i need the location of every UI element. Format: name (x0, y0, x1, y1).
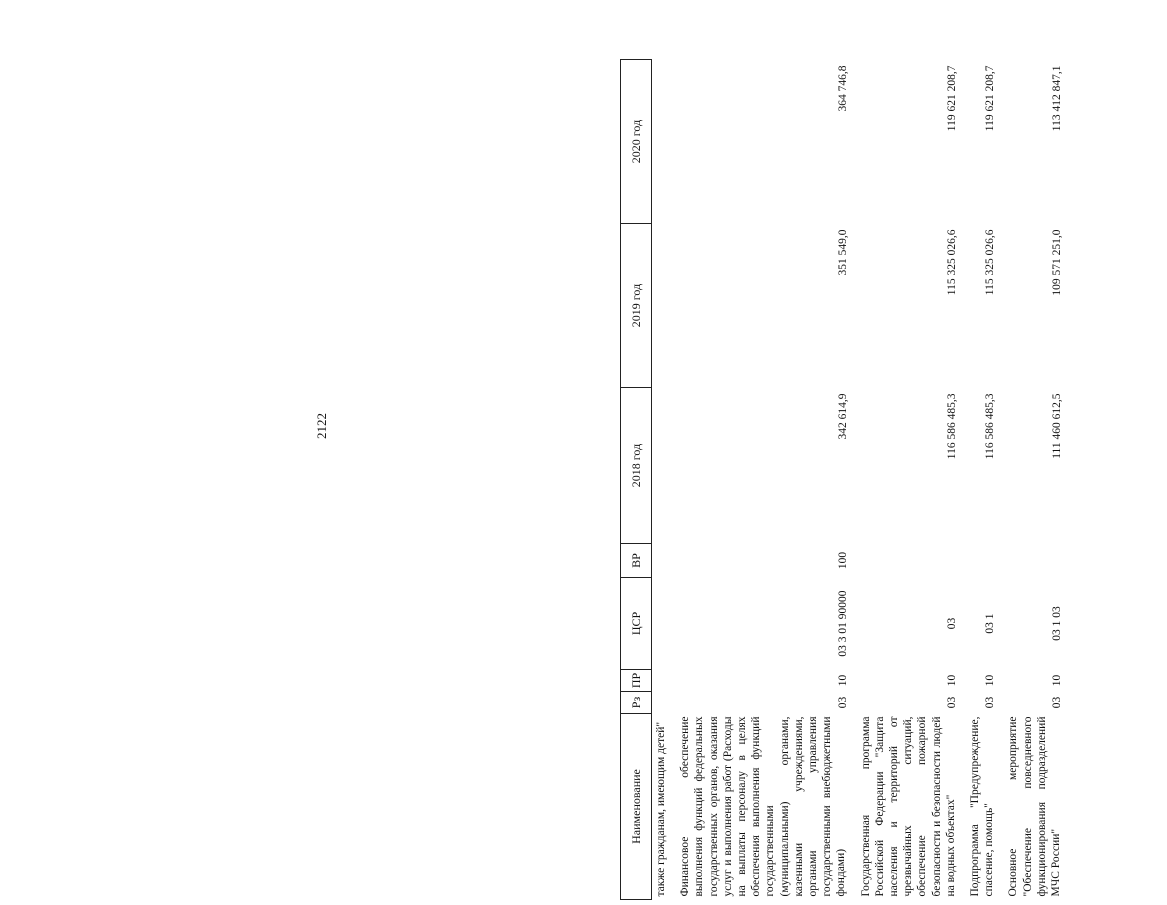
row-vr: 100 (836, 551, 849, 570)
row-pr: 10 (946, 674, 959, 687)
budget-table-rotated (620, 60, 1167, 900)
header-pr: ПР (621, 670, 652, 692)
row-2018: 116 586 485,3 (946, 393, 959, 460)
header-vr: ВР (621, 544, 652, 578)
row-vr (996, 544, 1063, 578)
row-rz: 03 (1051, 696, 1064, 709)
budget-table (620, 59, 1063, 900)
row-name: Основное мероприятие "Обеспечение повседневного функционирования подразделений МЧС России" (1007, 716, 1063, 897)
header-csr: ЦСР (621, 578, 652, 670)
row-name: также гражданам, имеющим детей" (655, 721, 667, 897)
page-number: 2122 (314, 413, 329, 439)
row-2020: 364 746,8 (836, 65, 849, 112)
row-csr (652, 578, 669, 670)
row-2018: 111 460 612,5 (1051, 393, 1064, 459)
row-pr: 10 (836, 674, 849, 687)
row-rz: 03 (836, 696, 849, 709)
table-row (996, 60, 1063, 900)
row-2020 (652, 60, 669, 224)
row-csr: 03 (946, 617, 959, 630)
header-2020: 2020 год (621, 60, 652, 224)
table-header-row (621, 60, 652, 900)
row-vr (958, 544, 996, 578)
row-vr (849, 544, 958, 578)
header-2018: 2018 год (621, 388, 652, 544)
row-csr: 03 3 01 90000 (836, 590, 849, 657)
table-row (849, 60, 958, 900)
row-vr (652, 544, 669, 578)
table-row (652, 60, 669, 900)
row-2020: 119 621 208,7 (946, 65, 959, 132)
row-pr: 10 (1051, 674, 1064, 687)
row-pr: 10 (984, 674, 997, 687)
row-name: Подпрограмма "Предупреждение, спасение, помощь" (969, 716, 996, 897)
row-csr: 03 1 03 (1051, 606, 1064, 641)
row-2019 (652, 224, 669, 388)
row-rz (652, 692, 669, 714)
row-2020: 113 412 847,1 (1051, 65, 1064, 132)
row-csr: 03 1 (984, 613, 997, 634)
row-pr (652, 670, 669, 692)
header-2019: 2019 год (621, 224, 652, 388)
row-2018: 342 614,9 (836, 393, 849, 440)
row-2019: 115 325 026,6 (984, 229, 997, 296)
header-name: Наименование (621, 714, 652, 900)
row-name: Финансовое обеспечение выполнения функций федеральных государственных органов, оказания услуг и выполнения работ (Расходы на выплаты персоналу в целях обеспечения выполнения функций государственными (муниципальными) органами, казенными учреждениями, органами управления государственными внебюджетными фондами) (679, 716, 848, 897)
row-2019: 351 549,0 (836, 229, 849, 276)
row-2019: 109 571 251,0 (1051, 229, 1064, 296)
row-2018 (652, 388, 669, 544)
row-name: Государственная программа Российской Федерации "Защита населения и территорий от чрезвычайных ситуаций, обеспечение пожарной безопасности и безопасности людей на водных объектах" (859, 716, 957, 897)
row-2018: 116 586 485,3 (984, 393, 997, 460)
table-row (958, 60, 996, 900)
row-2020: 119 621 208,7 (984, 65, 997, 132)
header-rz: Рз (621, 692, 652, 714)
table-row (668, 60, 848, 900)
row-2019: 115 325 026,6 (946, 229, 959, 296)
row-rz: 03 (946, 696, 959, 709)
row-rz: 03 (984, 696, 997, 709)
